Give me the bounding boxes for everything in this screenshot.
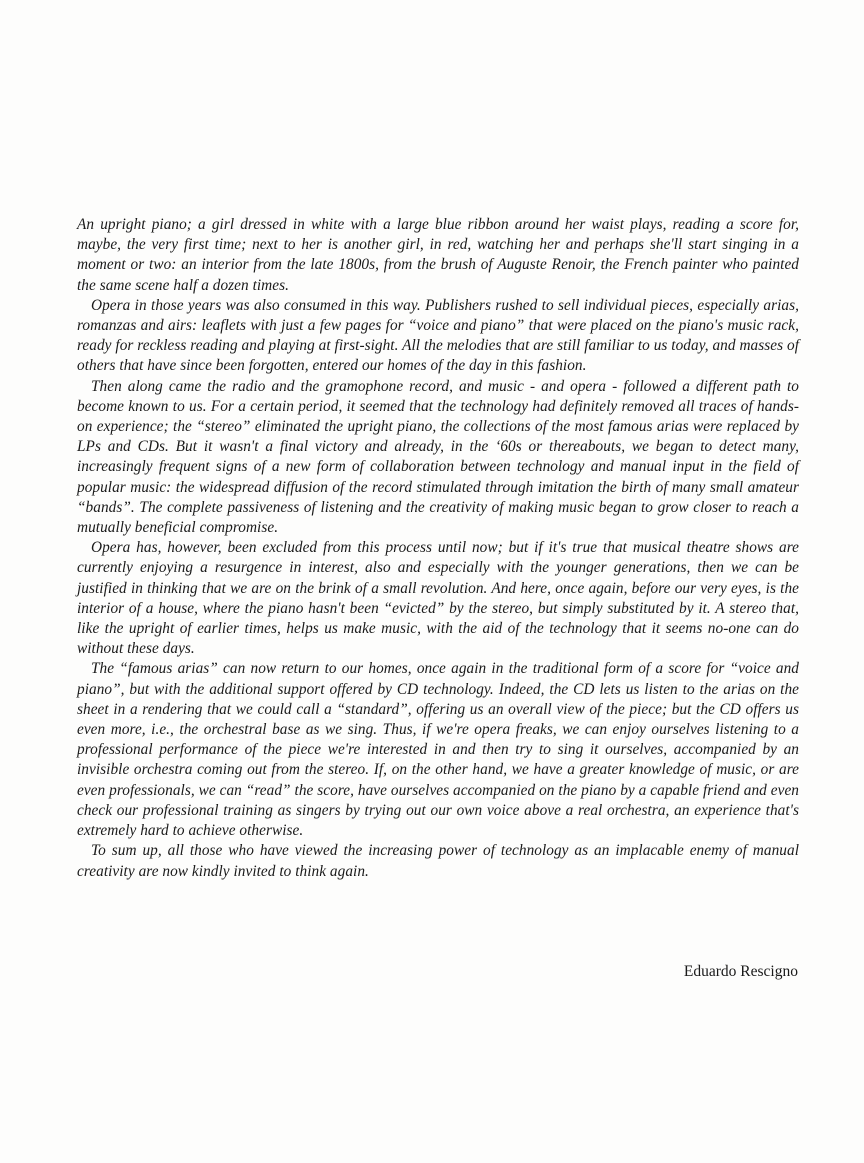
paragraph-2: Opera in those years was also consumed in this way. Publishers rushed to sell individual pieces, especially arias, romanzas and airs: leaflets with just a few pages for “voice and piano” that were placed on the piano's music rack, ready for reckless reading and playing at first-sight. All the melodies that are still familiar to us today, and masses of others that have since been forgotten, entered our homes of the day in this fashion.: [77, 296, 799, 375]
paragraph-3: Then along came the radio and the gramophone record, and music - and opera - followed a different path to become known to us. For a certain period, it seemed that the technology had definitely removed all traces of hands-on experience; the “stereo” eliminated the upright piano, the collections of the most famous arias were replaced by LPs and CDs. But it wasn't a final victory and already, in the ‘60s or thereabouts, we began to detect many, increasingly frequent signs of a new form of collaboration between technology and manual input in the field of popular music: the widespread diffusion of the record stimulated through imitation the birth of many small amateur “bands”. The complete passiveness of listening and the creativity of making music began to grow closer to reach a mutually beneficial compromise.: [77, 377, 799, 537]
paragraph-4: Opera has, however, been excluded from this process until now; but if it's true that musical theatre shows are currently enjoying a resurgence in interest, also and especially with the younger generations, then we can be justified in thinking that we are on the brink of a small revolution. And here, once again, before our very eyes, is the interior of a house, where the piano hasn't been “evicted” by the stereo, but simply substituted by it. A stereo that, like the upright of earlier times, helps us make music, with the aid of the technology that it seems no-one can do without these days.: [77, 539, 799, 658]
article-body: [77, 215, 799, 882]
paragraph-6: To sum up, all those who have viewed the increasing power of technology as an implacable enemy of manual creativity are now kindly invited to think again.: [77, 842, 799, 880]
author-signature: Eduardo Rescigno: [683, 963, 798, 980]
paragraph-1: An upright piano; a girl dressed in white with a large blue ribbon around her waist plays, reading a score for, maybe, the very first time; next to her is another girl, in red, watching her and perhaps she'll start singing in a moment or two: an interior from the late 1800s, from the brush of Auguste Renoir, the French painter who painted the same scene half a dozen times.: [77, 216, 799, 294]
paragraph-5: The “famous arias” can now return to our homes, once again in the traditional form of a score for “voice and piano”, but with the additional support offered by CD technology. Indeed, the CD lets us listen to the arias on the sheet in a rendering that we could call a “standard”, offering us an overall view of the piece; but the CD offers us even more, i.e., the orchestral base as we sing. Thus, if we're opera freaks, we can enjoy ourselves listening to a professional performance of the piece we're interested in and then try to sing it ourselves, accompanied by an invisible orchestra coming out from the stereo. If, on the other hand, we have a greater knowledge of music, or are even professionals, we can “read” the score, have ourselves accompanied on the piano by a capable friend and even check our professional training as singers by trying out our own voice above a real orchestra, an experience that's extremely hard to achieve otherwise.: [77, 660, 799, 840]
